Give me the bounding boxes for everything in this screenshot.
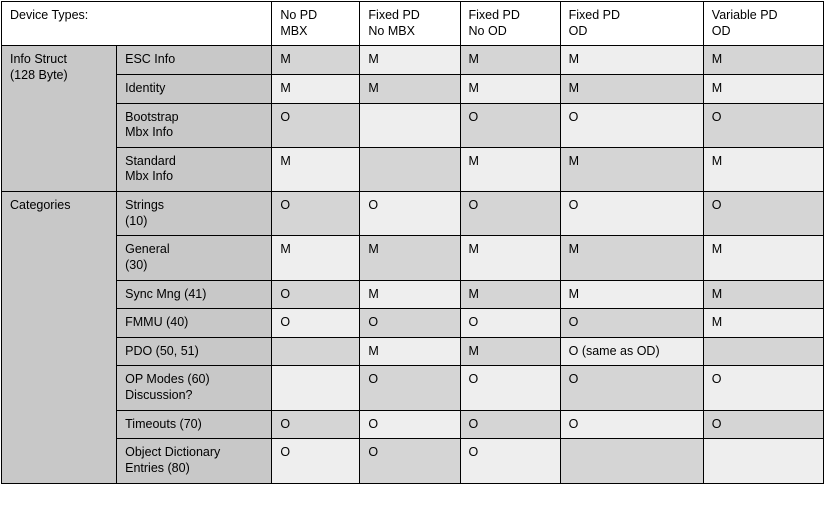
cell-pdo-2: M xyxy=(460,337,560,366)
cell-identity-3: M xyxy=(560,74,703,103)
cell-esc-info-3: M xyxy=(560,46,703,75)
row-label-object-dictionary-entries-line2: Entries (80) xyxy=(125,460,190,475)
table-row xyxy=(2,74,824,103)
row-label-object-dictionary-entries xyxy=(117,439,272,483)
row-label-pdo xyxy=(117,337,272,366)
table-row xyxy=(2,280,824,309)
table-row xyxy=(2,103,824,147)
row-label-fmmu xyxy=(117,309,272,338)
cell-object-dictionary-entries-3 xyxy=(560,439,703,483)
column-header-2-line1: Fixed PD xyxy=(468,8,520,22)
row-label-strings-line2: (10) xyxy=(125,213,148,228)
column-header-2-line2: No OD xyxy=(468,23,507,38)
cell-op-modes-0 xyxy=(272,366,360,410)
cell-sync-mng-2: M xyxy=(460,280,560,309)
cell-esc-info-4: M xyxy=(703,46,823,75)
row-label-bootstrap-mbx-info xyxy=(117,103,272,147)
table-row xyxy=(2,309,824,338)
column-header-1-line2: No MBX xyxy=(368,23,415,38)
row-label-op-modes-line2: Discussion? xyxy=(125,388,193,402)
cell-timeouts-2: O xyxy=(460,410,560,439)
row-label-standard-mbx-info-line2: Mbx Info xyxy=(125,169,174,184)
column-header-0-line1: No PD xyxy=(280,8,318,22)
cell-pdo-0 xyxy=(272,337,360,366)
cell-timeouts-0: O xyxy=(272,410,360,439)
row-label-timeouts-line1: Timeouts (70) xyxy=(125,416,202,431)
group-label-categories-line1: Categories xyxy=(10,198,71,212)
cell-object-dictionary-entries-0: O xyxy=(272,439,360,483)
table-row xyxy=(2,46,824,75)
cell-esc-info-2: M xyxy=(460,46,560,75)
cell-standard-mbx-info-0: M xyxy=(272,147,360,191)
device-types-table xyxy=(1,1,824,484)
column-header-1 xyxy=(360,2,460,46)
cell-fmmu-2: O xyxy=(460,309,560,338)
cell-standard-mbx-info-2: M xyxy=(460,147,560,191)
row-label-strings xyxy=(117,192,272,236)
row-label-fmmu-line1: FMMU (40) xyxy=(125,315,189,330)
row-label-general-line1: General xyxy=(125,242,170,257)
cell-esc-info-0: M xyxy=(272,46,360,75)
cell-pdo-3: O (same as OD) xyxy=(560,337,703,366)
row-label-general xyxy=(117,236,272,280)
row-label-op-modes xyxy=(117,366,272,410)
row-label-sync-mng xyxy=(117,280,272,309)
row-label-strings-line1: Strings xyxy=(125,198,165,212)
column-header-3-line2: OD xyxy=(568,23,588,38)
cell-object-dictionary-entries-4 xyxy=(703,439,823,483)
row-label-bootstrap-mbx-info-line2: Mbx Info xyxy=(125,125,174,140)
cell-general-0: M xyxy=(272,236,360,280)
cell-standard-mbx-info-4: M xyxy=(703,147,823,191)
cell-identity-4: M xyxy=(703,74,823,103)
row-label-timeouts xyxy=(117,410,272,439)
cell-object-dictionary-entries-2: O xyxy=(460,439,560,483)
table-row xyxy=(2,366,824,410)
cell-esc-info-1: M xyxy=(360,46,460,75)
cell-fmmu-4: M xyxy=(703,309,823,338)
table-row xyxy=(2,439,824,483)
cell-bootstrap-mbx-info-3: O xyxy=(560,103,703,147)
column-header-1-line1: Fixed PD xyxy=(368,8,420,22)
cell-bootstrap-mbx-info-0: O xyxy=(272,103,360,147)
cell-general-1: M xyxy=(360,236,460,280)
column-header-0 xyxy=(272,2,360,46)
cell-strings-2: O xyxy=(460,192,560,236)
cell-timeouts-4: O xyxy=(703,410,823,439)
table-row xyxy=(2,410,824,439)
cell-bootstrap-mbx-info-1 xyxy=(360,103,460,147)
cell-general-4: M xyxy=(703,236,823,280)
table-row xyxy=(2,147,824,191)
cell-object-dictionary-entries-1: O xyxy=(360,439,460,483)
cell-op-modes-3: O xyxy=(560,366,703,410)
cell-strings-1: O xyxy=(360,192,460,236)
table-row xyxy=(2,236,824,280)
cell-fmmu-0: O xyxy=(272,309,360,338)
cell-bootstrap-mbx-info-2: O xyxy=(460,103,560,147)
cell-bootstrap-mbx-info-4: O xyxy=(703,103,823,147)
cell-strings-0: O xyxy=(272,192,360,236)
row-label-general-line2: (30) xyxy=(125,257,148,272)
row-label-esc-info-line1: ESC Info xyxy=(125,52,176,67)
table-header-row xyxy=(2,2,824,46)
cell-sync-mng-3: M xyxy=(560,280,703,309)
cell-sync-mng-1: M xyxy=(360,280,460,309)
cell-strings-4: O xyxy=(703,192,823,236)
row-label-object-dictionary-entries-line1: Object Dictionary xyxy=(125,445,221,460)
column-header-0-line2: MBX xyxy=(280,23,308,38)
table-row xyxy=(2,192,824,236)
column-header-4-line2: OD xyxy=(711,23,731,38)
cell-identity-0: M xyxy=(272,74,360,103)
cell-pdo-4 xyxy=(703,337,823,366)
row-label-esc-info xyxy=(117,46,272,75)
column-header-3-line1: Fixed PD xyxy=(568,8,621,22)
cell-fmmu-3: O xyxy=(560,309,703,338)
column-header-3 xyxy=(560,2,703,46)
column-header-4-line1: Variable PD xyxy=(711,8,778,22)
cell-general-2: M xyxy=(460,236,560,280)
row-label-identity-line1: Identity xyxy=(125,80,166,95)
table-row xyxy=(2,337,824,366)
cell-strings-3: O xyxy=(560,192,703,236)
column-header-4 xyxy=(703,2,823,46)
row-label-pdo-line1: PDO (50, 51) xyxy=(125,343,199,358)
cell-standard-mbx-info-1 xyxy=(360,147,460,191)
group-label-info-struct xyxy=(2,46,117,192)
cell-sync-mng-4: M xyxy=(703,280,823,309)
cell-timeouts-3: O xyxy=(560,410,703,439)
corner-header-label: Device Types: xyxy=(2,2,272,46)
cell-fmmu-1: O xyxy=(360,309,460,338)
cell-identity-2: M xyxy=(460,74,560,103)
column-header-2 xyxy=(460,2,560,46)
group-label-info-struct-line1: Info Struct xyxy=(10,52,67,67)
cell-pdo-1: M xyxy=(360,337,460,366)
group-label-categories xyxy=(2,192,117,484)
cell-sync-mng-0: O xyxy=(272,280,360,309)
row-label-sync-mng-line1: Sync Mng (41) xyxy=(125,286,207,301)
cell-op-modes-1: O xyxy=(360,366,460,410)
cell-identity-1: M xyxy=(360,74,460,103)
row-label-standard-mbx-info-line1: Standard xyxy=(125,153,176,168)
row-label-op-modes-line1: OP Modes (60) xyxy=(125,372,210,387)
group-label-info-struct-line2: (128 Byte) xyxy=(10,67,68,82)
cell-timeouts-1: O xyxy=(360,410,460,439)
cell-op-modes-2: O xyxy=(460,366,560,410)
row-label-identity xyxy=(117,74,272,103)
row-label-standard-mbx-info xyxy=(117,147,272,191)
row-label-bootstrap-mbx-info-line1: Bootstrap xyxy=(125,109,179,124)
cell-op-modes-4: O xyxy=(703,366,823,410)
cell-standard-mbx-info-3: M xyxy=(560,147,703,191)
cell-general-3: M xyxy=(560,236,703,280)
